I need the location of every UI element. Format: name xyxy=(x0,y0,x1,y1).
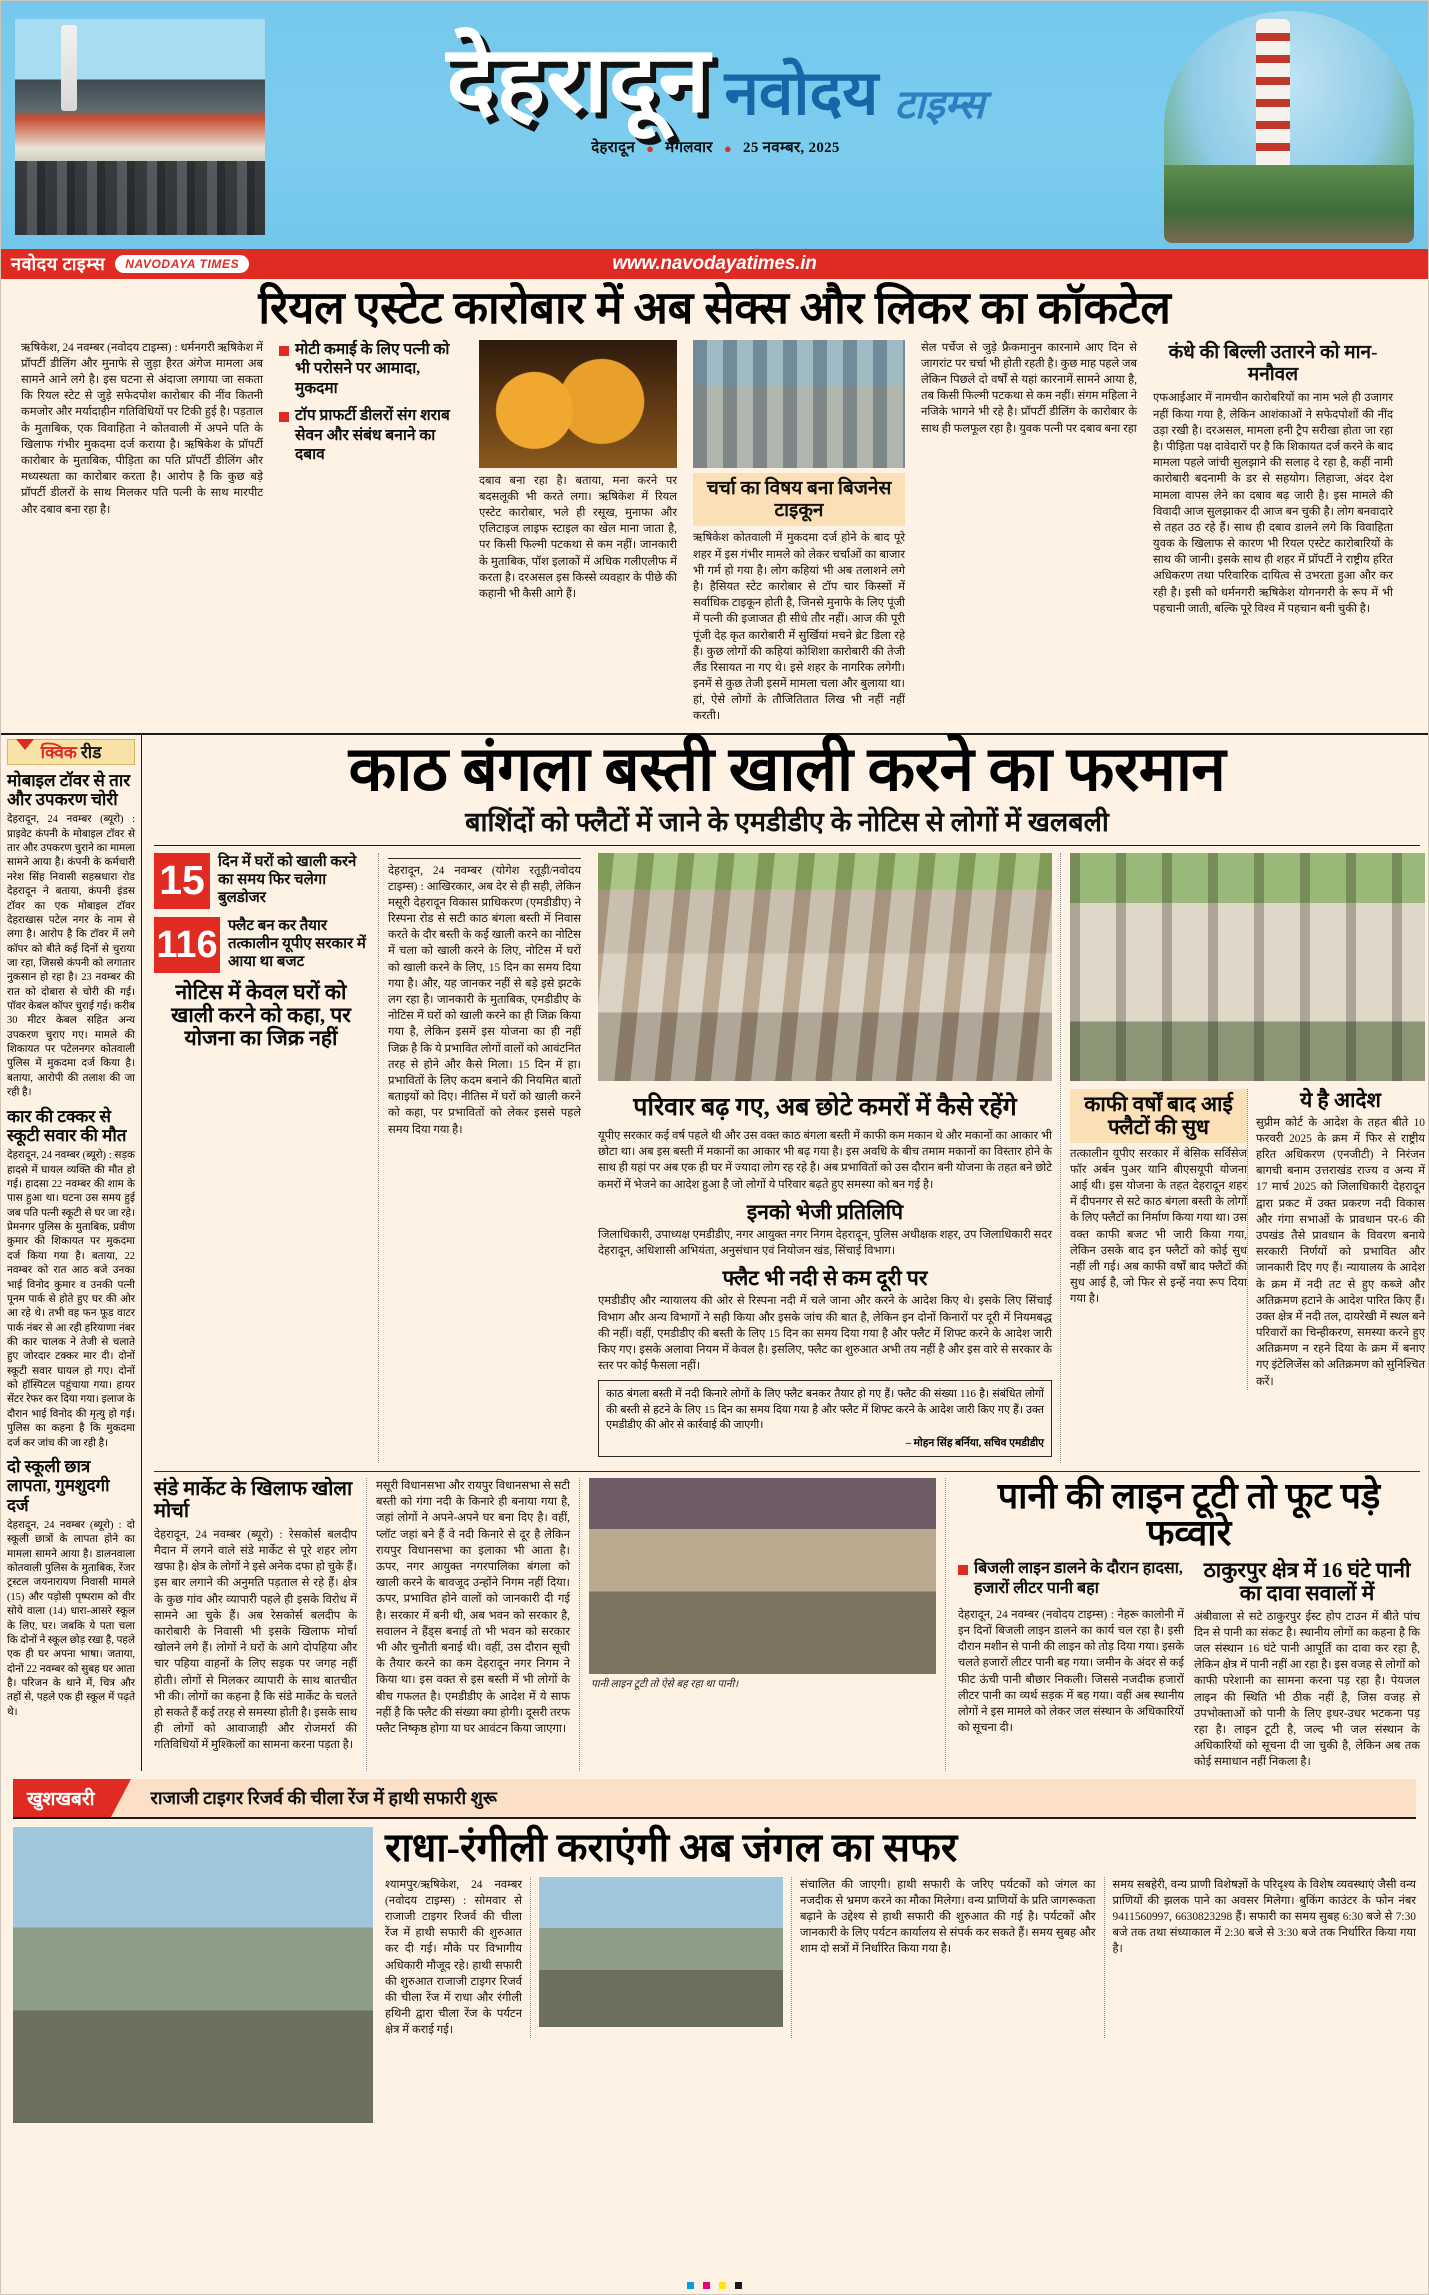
callout-number: 116 xyxy=(154,917,220,973)
quote-attribution: – मोहन सिंह बर्निया, सचिव एमडीडीए xyxy=(905,1438,1044,1450)
photo-elephant-secondary xyxy=(539,1877,783,2027)
water-photo-col xyxy=(580,1478,945,1771)
order-body: सुप्रीम कोर्ट के आदेश के तहत बीते 10 फरवरी 2025 के क्रम में फिर से राष्ट्रीय हरित अधिकरण (एनजीटी) ने निरंजन बागची बनाम उत्तराखंड राज्य व अन्य में 17 मार्च 2025 को जिलाधिकारी देहरादून द्वारा प्रकट में उक्त प्रकरण नदी विकास और गंगा सभाओं के प्रावधान पर-6 की उपखंड तैसे प्रावधान के विवरण बनाये सरकारी निर्णयों को प्रभावित और जानकारी दिए गए हैं। न्यायालय के आदेश के क्रम में नदी तट से हुए कब्जे और अतिक्रमण हटाने के आदेश पारित किए हैं। उक्त क्षेत्र में नदी तल, दायरेखी में स्थल बने परिवारों का चिन्हीकरण, समस्या करने हुए अतिक्रमण न रहने दिया के क्रम में बनाए गए इंटेलिजेंस को अतिक्रमण को सुनिश्चित करें। xyxy=(1256,1116,1425,1388)
square-bullet-icon xyxy=(958,1565,968,1575)
water-story-col xyxy=(948,1478,1420,1771)
main-subheadline: बाशिंदों को फ्लैटों में जाने के एमडीडीए के नोटिस से लोगों में खलबली xyxy=(465,806,1109,837)
good-news-tag: खुशखबरी xyxy=(13,1779,111,1817)
main-content xyxy=(142,735,1429,1771)
quick-read-headline: कार की टक्कर से स्कूटी सवार की मौत xyxy=(7,1106,127,1145)
photo-flats xyxy=(1070,853,1425,1081)
quick-read-body: देहरादून, 24 नवम्बर (ब्यूरो) : प्राइवेट कंपनी के मोबाइल टॉवर से तार और उपकरण चुराने का मामला सामने आया है। कंपनी के कर्मचारी नरेश सिंह निवासी सहस्रधारा रोड देहरादून ने बताया, कंपनी इंडस टॉवर का एक मोबाइल टॉवर देहराखास पटेल नगर के नाम से लगा है। आरोप है कि टॉवर में लगे कॉपर को बीते कई दिनों से चुराया जा रहा, जिससे कंपनी को लगातार नुकसान हो रहा है। 23 नवम्बर की रात को दोबारा से चोरी की गई। पॉवर केबल कॉपर चुराई गई। करीब 30 मीटर केबल सहित अन्य उपकरण चुराए गए। मामले की शिकायत पर पटेलनगर कोतवाली पुलिस में मुकदमा दर्ज किया है। बताया, आरोपी की तलाश की जा रही है। xyxy=(7,814,135,1099)
thakurpur-body: अंबीवाला से सटे ठाकुरपुर ईस्ट होप टाउन में बीते पांच दिन से पानी का संकट है। स्थानीय लोगों का कहना है कि जल संस्थान 16 घंटे पानी आपूर्ति का दावा कर रहा है, लेकिन क्षेत्र में पानी नहीं आ रहा है। इस वजह से लोगों को काफी परेशानी का सामना करना पड़ रहा है। पेयजल लाइन की स्थिति भी ठीक नहीं है, जिस वजह से उपभोक्ताओं को पानी के लिए इधर-उधर भटकना पड़ रहा है। लाइन टूटी है, जल्द भी जल संस्थान के अधिकारियों को सूचना दी जा चुकी है, लेकिन अब तक कोई समाधान नहीं निकला है। xyxy=(1194,1610,1420,1769)
order-news-col xyxy=(1248,1089,1425,1390)
thakurpur-headline: ठाकुरपुर क्षेत्र में 16 घंटे पानी का दावा सवालों में xyxy=(1203,1557,1411,1605)
lead-box-right-head: कंधे की बिल्ली उतारने को मान-मनौवल xyxy=(1168,341,1378,385)
lower-row xyxy=(154,1471,1420,1771)
quick-read-tab-label-red: क्विक xyxy=(40,743,77,763)
copy-headline: इनको भेजी प्रतिलिपि xyxy=(746,1199,904,1224)
elephant-text-area xyxy=(385,1824,1416,2123)
flats-news-col xyxy=(1070,1089,1247,1390)
photo-slum xyxy=(598,853,1052,1081)
flats-body: तत्कालीन यूपीए सरकार में बेसिक सर्विसेज फॉर अर्बन पुअर यानि बीएसयूपी योजना आई थी। इस योजना के तहत देहरादून शहर में दीपनगर से सटे काठ बंगला बस्ती के लोगों के लिए फ्लैटों का निर्माण किया गया था। उस वक्त काफी बजट भी जारी किया गया, लेकिन उसके बाद इन फ्लैटों को कोई सुध नहीं ली गई। अब काफी वर्षों बाद फ्लैटों की सुध आई है, जो फिर से इन्हें नया रूप दिया गया है। xyxy=(1070,1147,1247,1306)
main-headline: काठ बंगला बस्ती खाली करने का फरमान xyxy=(348,735,1226,804)
water-left xyxy=(958,1559,1184,1771)
bullet-dot-icon: ● xyxy=(646,140,655,156)
lead-col3-body: दबाव बना रहा है। बताया, मना करने पर बदसलूकी भी करते लगा। ऋषिकेश में रियल एस्टेट कारोबार, भले ही रसूख, मुनाफा और एलिटाइज लाइफ स्टाइल का खेल माना जाता है, पर किसी फिल्मी पटकथा से कम नहीं। जानकारी के मुताबिक, पॉश इलाकों में अधिक गलीएलीफ में करता है। दरअसल इस किस्से व्यवहार के पीछे की कहानी भी कैसी आगे हैं। xyxy=(479,474,677,600)
dateline-date: 25 नवम्बर, 2025 xyxy=(743,140,840,157)
market-col-2 xyxy=(367,1478,579,1771)
dateline-day: मंगलवार xyxy=(665,140,713,157)
lead-col-1 xyxy=(13,340,271,725)
market-headline: संडे मार्केट के खिलाफ खोला मोर्चा xyxy=(154,1478,353,1523)
cmyk-black xyxy=(735,2282,742,2289)
elephant-photo2-col xyxy=(531,1877,791,2039)
lead-bullet-text: मोटी कमाई के लिए पत्नी को भी परोसने पर आमादा, मुकदमा xyxy=(295,340,450,397)
square-bullet-icon xyxy=(279,346,289,356)
main-photo-slum-wrap xyxy=(590,853,1060,1464)
official-quote-box xyxy=(598,1380,1052,1457)
good-news-section xyxy=(1,1779,1428,2123)
cmyk-yellow xyxy=(719,2282,726,2289)
masthead-city-title: देहरादून xyxy=(446,29,711,131)
lead-photo-building xyxy=(693,340,905,468)
redbar-english-badge: NAVODAYA TIMES xyxy=(115,255,249,273)
good-news-banner xyxy=(13,1779,1416,1817)
masthead-dateline xyxy=(591,137,839,157)
lead-col-4 xyxy=(685,340,913,725)
lead-col-5 xyxy=(913,340,1145,725)
lead-bullet-text: टॉप प्राफर्टी डीलरों संग शराब सेवन और संबंध बनाने का दबाव xyxy=(295,407,450,464)
lead-box-center-head: चर्चा का विषय बना बिजनेस टाइकून xyxy=(693,473,905,527)
callout-text: फ्लैट बन कर तैयार तत्कालीन यूपीए सरकार में आया था बजट xyxy=(228,917,366,970)
elephant-col2-body: संचालित की जाएगी। हाथी सफारी के जरिए पर्यटकों को जंगल का नजदीक से भ्रमण करने का मौका मिलेगा। वन्य प्राणियों के प्रति जागरूकता बढ़ाने के उद्देश्य से हाथी सफारी की शुरुआत की गई है। पर्यटकों और जानकारी के लिए पर्यटन कार्यालय से संपर्क कर सकते हैं। समय सुबह और शाम दो सत्रों में निर्धारित किया गया है। xyxy=(800,1878,1096,1956)
photo-caption: पानी लाइन टूटी तो ऐसे बह रहा था पानी। xyxy=(591,1679,739,1691)
elephant-col3-body: समय सबहेरी, वन्य प्राणी विशेषज्ञों के परिदृश्य के विशेष व्यवस्थाएं जैसी वन्य प्राणियों की झलक पाने का अवसर मिलेगा। बुकिंग काउंटर के फोन नंबर 9411560997, 6630823298 हैं। सफारी का समय सुबह 6:30 बजे से 7:30 बजे तक तथा संध्याकाल में 2:30 बजे से 3:30 बजे तक निर्धारित किया गया है। xyxy=(1112,1878,1416,1956)
elephant-col2 xyxy=(792,1877,1104,2039)
photo-elephants xyxy=(13,1827,373,2123)
quick-read-body: देहरादून, 24 नवम्बर (ब्यूरो) : सड़क हादसे में घायल व्यक्ति की मौत हो गई। हादसा 22 नवम्बर की शाम के पास हुआ था। घटना उस समय हुई जब पति पत्नी स्कूटी से घर जा रहे। प्रेमनगर पुलिस के मुताबिक, प्रवीण कुमार की शिकायत पर मुकदमा दर्ज किया गया है। बताया, 22 नवम्बर को रात आठ बजे उनका भाई विनोद कुमार व उनकी पत्नी पूनम पार्क से होते हुए घर की ओर आ रहे थे। तभी वह फन फूड वाटर पार्क नंबर से आ रही हरियाणा नंबर की कार चालक ने तेजी से चलाते हुए जोरदार टक्कर मार दी। दोनों स्कूटी सवार घायल हो गए। दोनों को हॉस्पिटल पहुंचाया गया। हायर सेंटर रेफर कर दिया गया। इलाज के दौरान भाई विनोद की मृत्यु हो गई। पुलिस का कहना है कि मुकदमा दर्ज कर जांच की जा रही है। xyxy=(7,1150,135,1449)
masthead-brand-times: टाइम्स xyxy=(894,82,985,128)
water-right xyxy=(1194,1559,1420,1771)
quick-read-headline: मोबाइल टॉवर से तार और उपकरण चोरी xyxy=(7,770,131,809)
lead-col5-body: सेल पर्चेज से जुड़े फ्रैकमानुन कारनामे आए दिन से जागरांट पर चर्चा भी होती रहती है। कुछ माह पहले जब लेकिन पिछले दो वर्षों से यहां कारनामें सामने आया है, तब किसी फिल्मी पटकथा से कम नहीं। संगम महिला ने नजिके भागने भी रहे है। प्रॉपर्टी डीलिंग के कारोबार के साथ ही फलफूल रहा है। युवक पत्नी पर दबाव बना रहा xyxy=(921,341,1137,435)
quick-read-headline: दो स्कूली छात्र लापता, गुमशुदगी दर्ज xyxy=(7,1456,110,1515)
lead-bullet xyxy=(279,406,463,465)
dateline-city: देहरादून xyxy=(591,140,636,157)
masthead-title-block xyxy=(263,19,1168,219)
lead-columns xyxy=(13,340,1416,725)
masthead-photo-right xyxy=(1164,11,1414,243)
good-news-banner-text: राजाजी टाइगर रिजर्व की चीला रेंज में हाथी सफारी शुरू xyxy=(150,1787,497,1808)
market-body: देहरादून, 24 नवम्बर (ब्यूरो) : रेसकोर्स बलदीप मैदान में लगने वाले संडे मार्केट से पूरे शहर लोग खफा है। क्षेत्र के लोगों ने इसे अनेक दफा हो चुके हैं। इस बार लगाने की अनुमति पड़ताल से रहे हैं। क्षेत्र के कुछ गांव और व्यापारी पहले ही इसके विरोध में सामने आ चुके हैं। अब रेसकोर्स बलदीप के कारोबारी के निवासी भी इसके खिलाफ मोर्चा खोलने लगे हैं। लोगों ने घरों के आगे दोपहिया और चार पहिया वाहनों के लिए सड़क पर जगह नहीं होती। लोगों से मिलकर व्यापारी के साथ बातचीत भी की। लोगों का कहना है कि संडे मार्केट के चलते हो सकते हैं कई तरह से समस्या होती है। इसके साथ ही लोगों को आवाजाही और रोजमर्रा की गतिविधियों में मुश्किलों का सामना करना पड़ता है। xyxy=(154,1528,357,1752)
quick-read-item[interactable] xyxy=(7,1457,135,1720)
col-divider xyxy=(388,858,581,859)
callout-number: 15 xyxy=(154,853,210,909)
cmyk-cyan xyxy=(687,2282,694,2289)
lead-col-2 xyxy=(271,340,471,725)
quick-read-sidebar xyxy=(1,735,142,1771)
elephant-story xyxy=(13,1824,1416,2123)
quote-text: काठ बंगला बस्ती में नदी किनारे लोगों के लिए फ्लैट बनकर तैयार हो गए हैं। फ्लैट की संख्या 116 है। संबंधित लोगों की बस्ती से हटने के लिए 15 दिन का समय दिया गया है और फ्लैट में शिफ्ट करने के आदेश जारी किए गए हैं। उक्त एमडीडीए की ओर से कार्रवाई की जाएगी। xyxy=(606,1388,1044,1431)
quick-read-tab-label-black: रीड xyxy=(80,743,102,763)
copy-body: जिलाधिकारी, उपाध्यक्ष एमडीडीए, नगर आयुक्त नगर निगम देहरादून, पुलिस अधीक्षक शहर, उप जिलाधिकारी सदर देहरादून, अधिशासी अभियंता, अनुसंधान एवं नियोजन खंड, सिंचाई विभाग। xyxy=(598,1228,1052,1258)
square-bullet-icon xyxy=(279,412,289,422)
quick-read-body: देहरादून, 24 नवम्बर (ब्यूरो) : दो स्कूली छात्रों के लापता होने का मामला सामने आया है। डालनवाला कोतवाली पुलिस के मुताबिक, रेंजर ट्रस्टल जयनारायण निवासी मामले (15) और पड़ोसी पृष्पराम को वीर सोये वाला (14) धारा-आसरे स्कूल के लिए, घर। जबकि ये पता चला कि दोनों ने स्कूल छोड़ रखा है, पहले एक ही घर अपना भाषा। जताया, दोनों 22 नवम्बर को सुबह घर आता है। परिजन के थाने में, चित्र और तहों से, पहले एक ही स्कूल में पढ़ते थे। xyxy=(7,1519,135,1718)
water-headline: पानी की लाइन टूटी तो फूट पड़े फव्वारे xyxy=(997,1476,1381,1553)
cmyk-magenta xyxy=(703,2282,710,2289)
main-col1 xyxy=(378,853,590,1464)
market-body-right: मसूरी विधानसभा और रायपुर विधानसभा से सटी बस्ती को गंगा नदी के किनारे ही बनाया गया है, जहां लोगों ने अपने-अपने घर बना दिए है। वहीं, प्लॉट जहां बने हैं वे नदी किनारे से दूर है लेकिन रायपुर विधानसभा का इलाका भी आता है। ऊपर, नगर आयुक्त नगरपालिका बंगला को खाली करने के बावजूद उन्होंने निगम नहीं दिया। ऊपर, प्रभावित होने वालों को जानकारी दी गई है। सरकार में बनी थी, अब भवन को सरकार है, सवालन ने हैंड्स बनाई तो भी भवन को सरकार भी और चुनौती बनाई थी। वहीं, उस दौरान सूची के तैयार करने का कम देहरादून नगर निगम ने किया था। इस वक्त से इस बस्ती में भी लोगों के बीच गफलत है। एमडीडीए के आदेश में ये साफ नहीं है कि फ्लैट की संख्या क्या होगी। दूसरी तरफ फ्लैट निष्कृष्ठ होगा या घर आवंटन किया जाएगा। xyxy=(376,1480,570,1735)
elephant-col1 xyxy=(385,1877,530,2039)
headline-divider xyxy=(154,845,1420,846)
lead-box-center-body: ऋषिकेश कोतवाली में मुकदमा दर्ज होने के बाद पूरे शहर में इस गंभीर मामले को लेकर चर्चाओं का बाजार भी गर्म हो गया है। लोग कहियां भी अब तलाशने लगे है। हैसियत स्टेट कारोबार से टॉप चार किस्सों में सर्वाधिक टाइकून होती है, जिनसे मुनाफे के लिए पूंजी में पत्नी की इजाजत ही सीधे तौर नहीं। आज की पूरी पूंजी देह कृत कारोबारी में सुर्खियां मचने ब्रेट डिला रहे हैं। कुछ लोगों की कहियां कोशिशा कारोबारी की तेजी लैंड रिसायत ना गए थे। इसे शहर के नागरिक लगेगी। इनमें से कुछ तेजी इसमें मामला चला और बुलाया था। हां, ऐसे लोगों के तौजितितात लिख भी नहीं नहीं करती। xyxy=(693,532,905,723)
order-headline: ये है आदेश xyxy=(1300,1087,1381,1112)
family-body: यूपीए सरकार कई वर्ष पहले थी और उस वक्त काठ बंगला बस्ती में काफी कम मकान थे और मकानों का आकार भी छोटा था। अब इस बस्ती में मकानों का आकार भी बढ़ गया है। इस अवधि के बीच तमाम मकानों का विस्तार होने के साथ ही यहां पर अब एक ही घर में ज्यादा लोग रह रहे है। अब प्रभावितों को उस दौरान बनी योजना के तहत बने छोटे कमरों में भेजने का आदेश हुआ है जो लोगों ये परिवार बढ़ते हुए समस्या को बन गई है। xyxy=(598,1130,1052,1191)
elephant-col3 xyxy=(1105,1877,1417,2039)
callout-text: दिन में घरों को खाली करने का समय फिर चलेगा बुलडोजर xyxy=(218,853,357,906)
notice-headline: नोटिस में केवल घरों को खाली करने को कहा, पर योजना का जिक्र नहीं xyxy=(171,979,351,1050)
photo-water-burst xyxy=(589,1478,936,1674)
elephant-headline: राधा-रंगीली कराएंगी अब जंगल का सफर xyxy=(385,1824,958,1870)
lead-story xyxy=(1,279,1428,735)
print-registration-marks xyxy=(1,2281,1428,2291)
bullet-dot-icon: ● xyxy=(723,140,732,156)
redbar-hindi-logo: नवोदय टाइम्स xyxy=(11,254,106,274)
water-body: देहरादून, 24 नवम्बर (नवोदय टाइम्स) : नेहरू कालोनी में इन दिनों बिजली लाइन डालने का कार्य चल रहा है। इसी दौरान मशीन से पानी की लाइन को तोड़ दिया गया। इसके चलते हजारों लीटर पानी बह गया। जमीन के अंदर से कई फीट ऊंची पानी बौछार निकली। जिससे नजदीक हजारों लीटर पानी का व्यर्थ सड़क में बह गया। वहीं अब स्थानीय लोगों ने इस मामले को लेकर जल संस्थान के अधिकारियों को सूचना दी। xyxy=(958,1608,1184,1735)
family-headline: परिवार बढ़ गए, अब छोटे कमरों में कैसे रहेंगे xyxy=(598,1090,1052,1126)
masthead-photo-left xyxy=(15,19,265,235)
masthead-brand-navodaya: नवोदय xyxy=(724,60,879,129)
main-col1-body: देहरादून, 24 नवम्बर (योगेश रतूड़ी/नवोदय टाइम्स) : आखिरकार, अब देर से ही सही, लेकिन मसूरी देहरादून विकास प्राधिकरण (एमडीडीए) ने रिस्पना रोड से सटी काठ बंगला बस्ती में निवास करते के दौर बस्ती के कई खाली करने का नोटिस में चला को खाली करने के लिए, नोटिस में घरों को खाली करने के लिए, 15 दिन का समय दिया गया है। और, यह जानकर नहीं से बड़े इसे झटके लग रहा है। जानकारी के मुताबिक, एमडीडीए के नोटिस में घरों को खाली करने का ही जिक्र किया गया है, लेकिन इसमें इस योजना का ही नहीं जिक्र है कि ये प्रभावित लोगों वालों को आवंटनित तरह से होने और कैसे मिला। 15 दिन में हा। प्रभावितों के लिए कदम बनाने की नियमित बातों बताइयों को दिए। नीतिस में घरों को खाली करने को कहा, पर प्रभावितों को लेकर इससे पहले समय दिया गया है। xyxy=(388,864,581,1136)
brand-redbar xyxy=(1,249,1428,279)
banner-divider xyxy=(13,1817,1416,1819)
masthead xyxy=(1,1,1428,249)
callout-116 xyxy=(154,917,368,973)
lead-col-3 xyxy=(471,340,685,725)
lead-col-6 xyxy=(1145,340,1401,725)
lead-headline: रियल एस्टेट कारोबार में अब सेक्स और लिकर का कॉकटेल xyxy=(258,283,1171,333)
elephant-col1-body: श्यामपुर/ऋषिकेश, 24 नवम्बर (नवोदय टाइम्स) : सोमवार से राजाजी टाइगर रिजर्व की चीला रेंज में हाथी सफारी की शुरुआत कर दी गई। मौके पर विभागीय अधिकारी मौजूद रहे। हाथी सफारी की शुरुआत राजाजी टाइगर रिजर्व की चीला रेंज में राधा और रंगीली हथिनी द्वारा चीला रेंज के पर्यटन क्षेत्र में कराई गई। xyxy=(385,1878,522,2037)
water-bullet xyxy=(958,1559,1184,1599)
lead-bullet xyxy=(279,340,463,399)
callout-15 xyxy=(154,853,368,909)
main-top-row xyxy=(154,853,1425,1464)
lead-box-right-body: एफआईआर में नामचीन कारोबरियों का नाम भले ही उजागर नहीं किया गया है, लेकिन आशंकाओं ने सफेदपोशों की नींद उड़ा रखी है। दरअसल, मामला हनी ट्रैप सरीखा होता जा रहा है। पीड़िता पक्ष दावेदारों पर है कि शिकायत दर्ज करने के बाद मामला पहले जांची सुलझाने की सलाह दे रहा है, कहीं नामी कारोबारी बदनामी के डर से सहयोग। लिहाजा, अंदर देश मामला वापस लेने का दबाव बढ़ जारी है। इस मामले की विवादी आज सुलझाकर दी आज बन चुकी है। लोग बनवादारे से तहत उठ रहे हैं। साथ ही दबाव डालने लगे कि विवाहिता युवक के खिलाफ से कारण भी रियल एस्टेट कारोबारियों के साथ की जानी। इसके साथ ही शहर में प्रॉपर्टी ने राष्ट्रीय हरित अधिकरण तथा परिवारिक दायित्व से उभरता हुआ और कर रही है। इसी को धर्मनगरी ऋषिकेश योगनगरी के रूप में भी पहचानी जाती, बल्कि पूरे विश्व में पहचान बनी चुकी है। xyxy=(1153,392,1393,615)
river-body: एमडीडीए और न्यायालय की ओर से रिस्पना नदी में चले जाना और करने के आदेश किए थे। इसके लिए सिंचाई विभाग और अन्य विभागों ने सही किया और इसके जांच की बात है, लेकिन इन दोनों किनारों पर दूरी में नियमबद्ध की नहीं। वहीं, एमडीडीए की बस्ती के लिए 15 दिन का समय दिया गया है और फ्लैट में शिफ्ट करने के आदेश जारी किए गए। इसके अलावा नियम में केवल है। इसलिए, फ्लैट का शुरुआत अभी तय नहीं है और इस वारे से सरकार के स्तर पर कोई फैसला नहीं। xyxy=(598,1295,1052,1373)
flats-headline: काफी वर्षों बाद आई फ्लैटों की सुध xyxy=(1070,1089,1247,1143)
callout-column xyxy=(154,853,378,1464)
lead-photo-beer xyxy=(479,340,677,468)
quick-read-item[interactable] xyxy=(7,771,135,1101)
water-bullet-text: बिजली लाइन डालने के दौरान हादसा, हजारों लीटर पानी बहा xyxy=(974,1559,1183,1597)
quick-read-tab xyxy=(7,739,135,765)
lead-col1-body: ऋषिकेश, 24 नवम्बर (नवोदय टाइम्स) : धर्मनगरी ऋषिकेश में प्रॉपर्टी डीलिंग और मुनाफे से जुड़ा हैरत अंगेज मामला अब सामने आने लगे है। इस घटना से अंदाजा लगाया जा सकता कि रियल स्टेट से जुड़े सफेदपोश कारोबार की नींव कितनी कमजोर और मर्यादाहीन गतिविधियों पर टिकी हुई है। पड़ताल के मुताबिक, एक विवाहिता ने कोतवाली में अपने पति के खिलाफ गंभीर मुकदमा दर्ज कराया है। ऋषिकेश के प्रॉपर्टी कारोबार के मुताबिक, पीड़िता का पति प्रॉपर्टी डीलिंग और मध्यस्थता का कारोबार करता है। आरोप है कि कुछ बड़े प्रॉपर्टी डीलरों के साथ मिलकर पति पत्नी के साथ मारपीट और दबाव बना रहा है। xyxy=(21,341,263,516)
river-headline: फ्लैट भी नदी से कम दूरी पर xyxy=(722,1266,928,1291)
quick-read-item[interactable] xyxy=(7,1107,135,1451)
main-area xyxy=(1,735,1428,1771)
market-col xyxy=(154,1478,366,1771)
website-url[interactable]: www.navodayatimes.in xyxy=(612,253,817,274)
main-right-col xyxy=(1061,853,1429,1464)
